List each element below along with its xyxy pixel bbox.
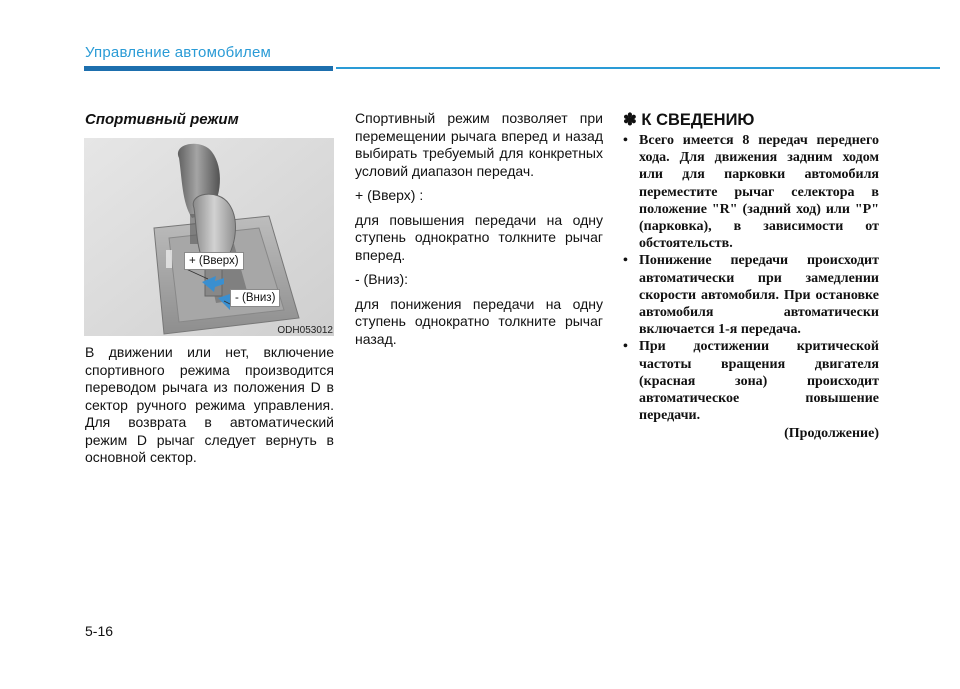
note-title: ✽ К СВЕДЕНИЮ — [623, 111, 755, 129]
middle-column — [355, 110, 603, 355]
downshift-heading: - (Вниз): — [355, 271, 409, 287]
upshift-label: + (Вверх) — [184, 252, 244, 270]
note-item: • Понижение передачи происходит автоматически при замедлении скорости автомобиля. При остановке автомобиля автоматически включается 1-я передача. — [623, 253, 879, 338]
sport-mode-intro: Спортивный режим позволяет при перемещении рычага вперед и назад выбирать требуемый для конкретных условий диапазон передач. — [355, 110, 603, 179]
sport-mode-description: В движении или нет, включение спортивного режима производится переводом рычага из положения D в сектор ручного режима управления. Для возврата в автоматический режим D рычаг следует вернуть в основной сектор. — [85, 344, 334, 465]
downshift-instruction: для понижения передачи на одну ступень однократно толкните рычаг назад. — [355, 295, 603, 347]
section-title: Управление автомобилем — [85, 44, 272, 61]
note-item: • Всего имеется 8 передач переднего хода. Для движения задним ходом или для парковки автомобиля переместите рычаг селектора в положение "R" (задний ход) или "P" (парковка), в зависимости от обстоятельств. — [623, 133, 879, 252]
bullet-icon: • — [623, 253, 628, 269]
sport-mode-heading: Спортивный режим — [85, 111, 239, 128]
gear-shift-illustration — [84, 138, 334, 336]
continued-label: (Продолжение) — [784, 426, 879, 442]
downshift-label: - (Вниз) — [230, 289, 280, 307]
upshift-heading: + (Вверх) : — [355, 187, 424, 203]
header-bar-line — [336, 67, 940, 69]
bullet-icon: • — [623, 133, 628, 148]
upshift-instruction: для повышения передачи на одну ступень однократно толкните рычаг вперед. — [355, 211, 603, 263]
information-note — [623, 110, 879, 442]
note-item: • При достижении критической частоты вращения двигателя (красная зона) происходит автоматическое повышение передачи. — [623, 339, 879, 424]
bullet-icon: • — [623, 339, 628, 355]
header-bar-dark — [84, 66, 333, 71]
gear-lever-drawing — [84, 138, 334, 336]
figure-code: ODH053012 — [277, 325, 333, 336]
note-list — [623, 132, 879, 424]
page-number: 5-16 — [85, 623, 114, 639]
